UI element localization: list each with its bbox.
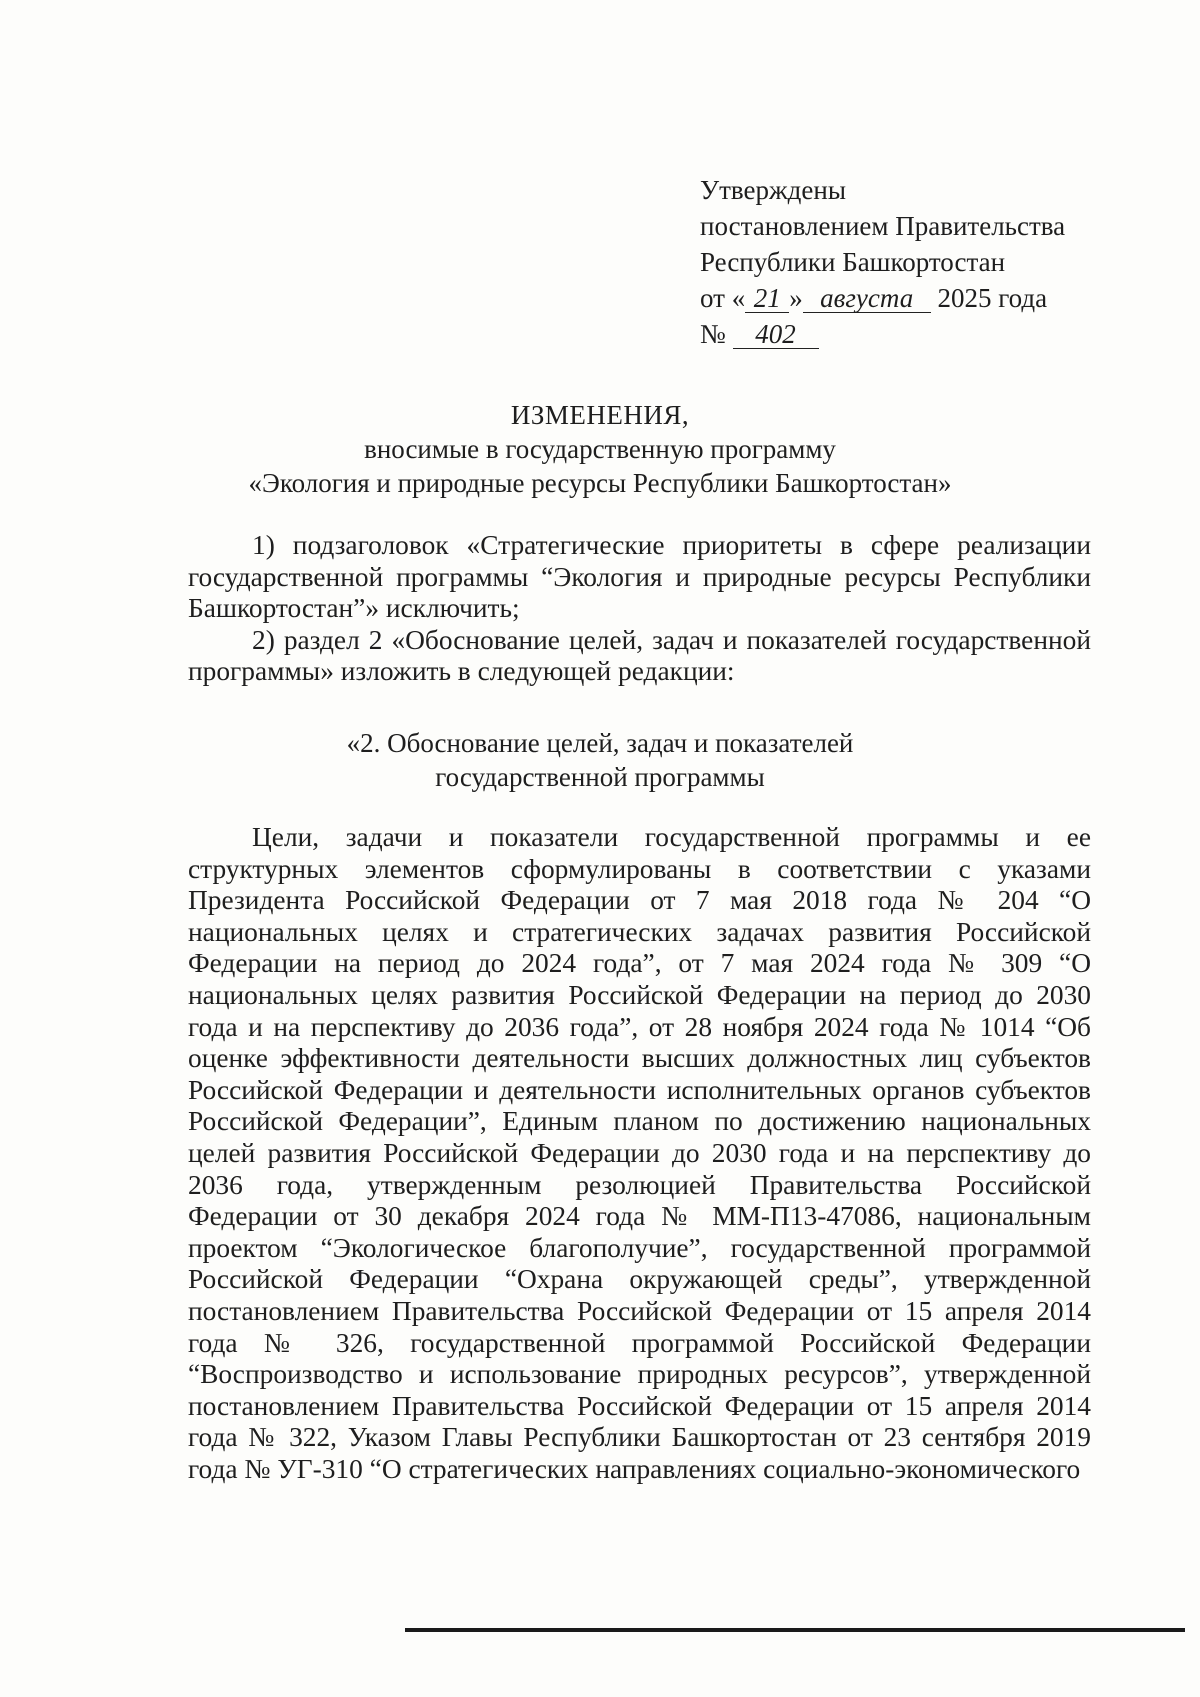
number-sign: № — [700, 319, 733, 349]
approval-line-3: Республики Башкортостан — [700, 247, 1006, 277]
approval-block — [700, 172, 1065, 352]
date-prefix: от « — [700, 283, 746, 313]
approval-line-1: Утверждены — [700, 175, 846, 205]
approval-date — [700, 280, 1065, 316]
date-day: 21 — [745, 285, 789, 313]
amendment-item-1: 1) подзаголовок «Стратегические приоритеты в сфере реализации государственной программы “Экология и природные ресурсы Республики Башкортостан”» исключить; — [188, 530, 1091, 624]
approval-number — [700, 316, 1065, 352]
approval-line-2: постановлением Правительства — [700, 211, 1066, 241]
title-line-2: вносимые в государственную программу — [364, 434, 836, 464]
title-line-3: «Экология и природные ресурсы Республики Башкортостан» — [248, 468, 952, 498]
section-heading-line-1: «2. Обоснование целей, задач и показателей — [346, 728, 854, 758]
section-paragraph: Цели, задачи и показатели государственной программы и ее структурных элементов сформулированы в соответствии с указами Президента Российской Федерации от 7 мая 2018 года № 204 “О национальных целях и стратегических задачах развития Российской Федерации на период до 2024 года”, от 7 мая 2024 года № 309 “О национальных целях развития Российской Федерации на период до 2030 года и на перспективу до 2036 года”, от 28 ноября 2024 года № 1014 “Об оценке эффективности деятельности высших должностных лиц субъектов Российской Федерации и деятельности исполнительных органов субъектов Российской Федерации”, Единым планом по достижению национальных целей развития Российской Федерации до 2030 года и на перспективу до 2036 года, утвержденным резолюцией Правительства Российской Федерации от 30 декабря 2024 года № ММ-П13-47086, национальным проектом “Экологическое благополучие”, государственной программой Российской Федерации “Охрана окружающей среды”, утвержденной постановлением Правительства Российской Федерации от 15 апреля 2014 года № 326, государственной программой Российской Федерации “Воспроизводство и использование природных ресурсов”, утвержденной постановлением Правительства Российской Федерации от 15 апреля 2014 года № 322, Указом Главы Республики Башкортостан от 23 сентября 2019 года № УГ-310 “О стратегических направлениях социально-экономического — [188, 822, 1091, 1484]
section-heading — [0, 726, 1200, 794]
section-heading-line-2: государственной программы — [435, 762, 765, 792]
date-month: августа — [803, 285, 931, 313]
amendment-item-2: 2) раздел 2 «Обоснование целей, задач и показателей государственной программы» изложить в следующей редакции: — [188, 624, 1091, 687]
date-quote: » — [789, 283, 803, 313]
document-title — [0, 398, 1200, 500]
bottom-rule — [405, 1628, 1185, 1632]
title-heading: ИЗМЕНЕНИЯ, — [510, 400, 690, 430]
section-body — [188, 822, 1091, 1485]
date-year: 2025 года — [937, 283, 1048, 313]
number-value: 402 — [733, 321, 819, 349]
amendment-items — [188, 530, 1091, 688]
